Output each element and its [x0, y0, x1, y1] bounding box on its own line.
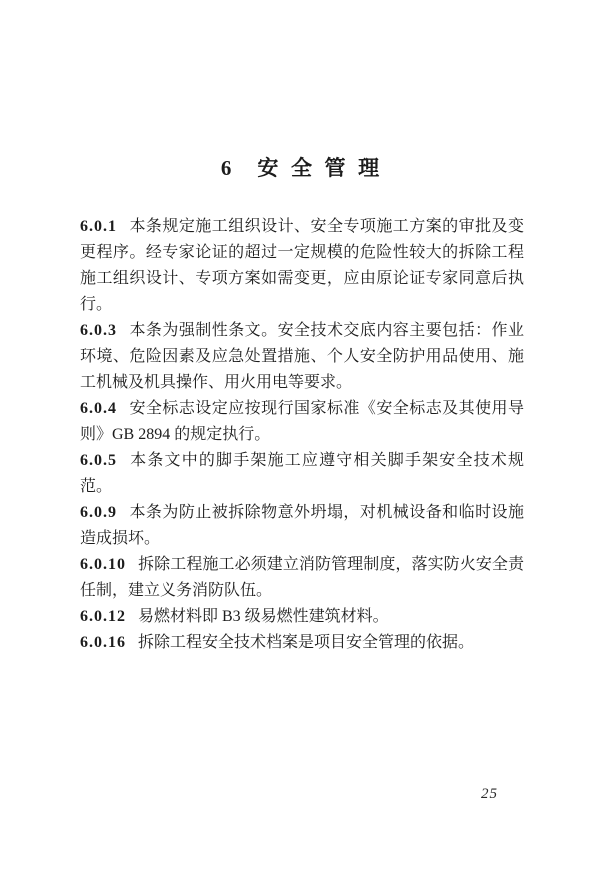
clause-number: 6.0.16	[80, 634, 126, 651]
chapter-name: 安全管理	[257, 156, 392, 180]
clause-number: 6.0.9	[80, 504, 117, 521]
clause-6-0-5	[80, 448, 524, 500]
clause-number: 6.0.10	[80, 556, 126, 573]
clause-text: 本条为防止被拆除物意外坍塌，对机械设备和临时设施造成损坏。	[80, 504, 524, 547]
clause-text: 拆除工程施工必须建立消防管理制度，落实防火安全责任制，建立义务消防队伍。	[80, 556, 524, 599]
page-number: 25	[481, 786, 498, 802]
clause-6-0-12	[80, 604, 524, 630]
clause-6-0-3	[80, 318, 524, 396]
clause-text: 安全标志设定应按现行国家标准《安全标志及其使用导则》GB 2894 的规定执行。	[80, 400, 524, 443]
chapter-title	[0, 152, 600, 182]
clause-text: 本条文中的脚手架施工应遵守相关脚手架安全技术规范。	[80, 452, 524, 495]
clause-6-0-16	[80, 630, 524, 656]
clause-text: 易燃材料即 B3 级易燃性建筑材料。	[138, 608, 389, 625]
clause-text: 本条规定施工组织设计、安全专项施工方案的审批及变更程序。经专家论证的超过一定规模的危险性较大的拆除工程施工组织设计、专项方案如需变更，应由原论证专家同意后执行。	[80, 218, 524, 313]
chapter-number: 6	[220, 156, 232, 180]
clause-6-0-1	[80, 214, 524, 318]
clause-commentary-body	[80, 214, 524, 656]
clause-number: 6.0.4	[80, 400, 117, 417]
clause-number: 6.0.12	[80, 608, 126, 625]
clause-text: 拆除工程安全技术档案是项目安全管理的依据。	[138, 634, 475, 651]
clause-number: 6.0.5	[80, 452, 117, 469]
clause-6-0-10	[80, 552, 524, 604]
clause-number: 6.0.3	[80, 322, 117, 339]
clause-6-0-4	[80, 396, 524, 448]
clause-number: 6.0.1	[80, 218, 117, 235]
clause-text: 本条为强制性条文。安全技术交底内容主要包括：作业环境、危险因素及应急处置措施、个人安全防护用品使用、施工机械及机具操作、用火用电等要求。	[80, 322, 524, 391]
clause-6-0-9	[80, 500, 524, 552]
